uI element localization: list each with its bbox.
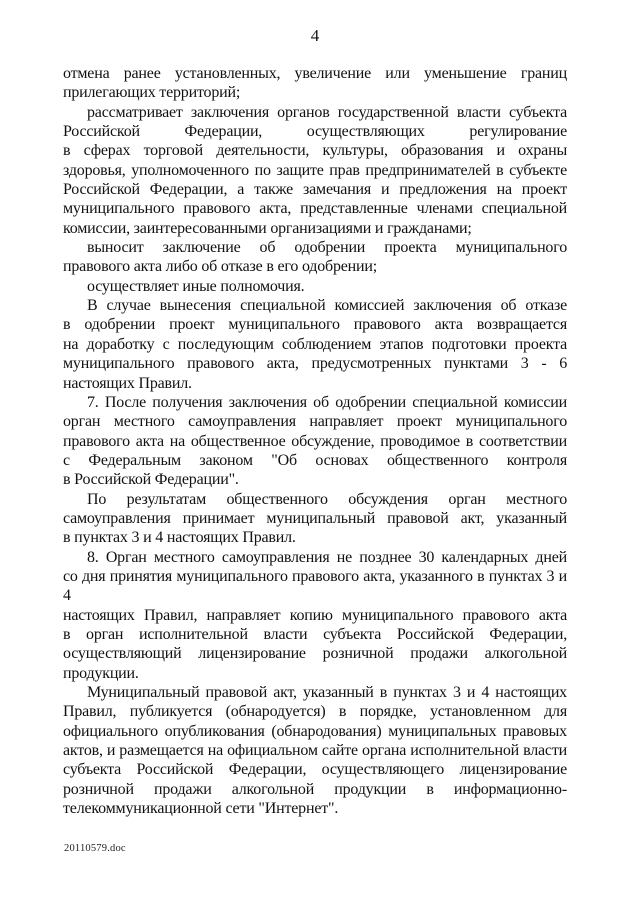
document-body [63,64,567,818]
text-line: субъекта Российской Федерации, осуществляющего лицензирование [63,761,567,779]
paragraph [63,103,567,238]
text-line: отмена ранее установленных, увеличение или уменьшение границ [63,65,567,82]
footer-filename: 20110579.doc [64,843,126,854]
text-line: 7. После получения заключения об одобрении специальной комиссии [87,393,567,411]
text-line: в одобрении проект муниципального правового акта возвращается [63,316,567,334]
text-line: В случае вынесения специальной комиссией заключения об отказе [87,297,567,315]
text-line: актов, и размещается на официальном сайте органа исполнительной власти [63,742,567,760]
text-line: Муниципальный правовой акт, указанный в пунктах 3 и 4 настоящих [87,684,567,701]
text-line: со дня принятия муниципального правового акта, указанного в пунктах 3 и 4 [63,567,567,605]
paragraph [63,296,567,393]
text-line: Российской Федерации, осуществляющих регулирование [63,123,567,141]
text-line: Правил, публикуется (обнародуется) в порядке, установленном для [63,703,567,721]
text-line: рассматривает заключения органов государственной власти субъекта [87,103,567,121]
text-line: осуществляет иные полномочия. [87,277,305,295]
text-line: на доработку с последующим соблюдением этапов подготовки проекта [63,335,567,353]
text-line: розничной продажи алкогольной продукции в информационно- [63,780,567,798]
text-line: телекоммуникационной сети "Интернет". [63,800,339,818]
text-line: официального опубликования (обнародования) муниципальных правовых [63,722,567,740]
text-line: с Федеральным законом "Об основах общественного контроля [63,451,567,469]
text-line: правового акта на общественное обсуждение, проводимое в соответствии [63,432,567,450]
paragraph [63,393,567,490]
text-line: продукции. [63,664,139,682]
paragraph [63,548,567,683]
text-line: в Российской Федерации". [63,471,239,489]
text-line: осуществляющий лицензирование розничной продажи алкогольной [63,645,567,663]
text-line: правового акта либо об отказе в его одобрении; [63,258,378,276]
page-number: 4 [310,26,320,45]
text-line: 8. Орган местного самоуправления не позднее 30 календарных дней [87,548,567,566]
text-line: орган местного самоуправления направляет проект муниципального [63,413,567,431]
text-line: здоровья, уполномоченного по защите прав предпринимателей в субъекте [63,161,567,179]
paragraph [63,490,567,548]
text-line: муниципального правового акта, представленные членами специальной [63,200,567,218]
paragraph [63,277,567,296]
text-line: настоящих Правил. [63,374,192,392]
text-line: в сферах торговой деятельности, культуры, образования и охраны [63,142,567,160]
text-line: выносит заключение об одобрении проекта муниципального [87,239,567,257]
paragraph [63,64,567,103]
text-line: самоуправления принимает муниципальный правовой акт, указанный [63,509,567,527]
text-line: Российской Федерации, а также замечания и предложения на проект [63,181,567,199]
text-line: По результатам общественного обсуждения орган местного [87,490,567,508]
text-line: прилегающих территорий; [63,84,241,102]
text-line: муниципального правового акта, предусмотренных пунктами 3 - 6 [63,355,567,373]
text-line: в пунктах 3 и 4 настоящих Правил. [63,529,296,547]
text-line: настоящих Правил, направляет копию муниципального правового акта [63,606,567,624]
paragraph [63,683,567,818]
paragraph [63,238,567,277]
text-line: в орган исполнительной власти субъекта Российской Федерации, [63,625,567,643]
text-line: комиссии, заинтересованными организациями и гражданами; [63,219,472,237]
